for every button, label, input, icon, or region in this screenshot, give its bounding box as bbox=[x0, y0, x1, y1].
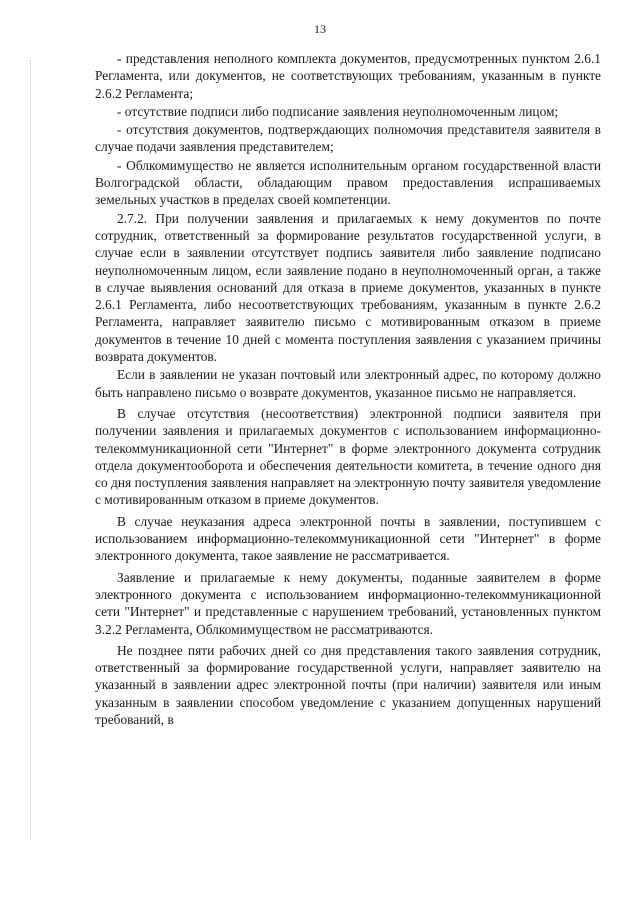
paragraph-incomplete-documents: - представления неполного комплекта документов, предусмотренных пунктом 2.6.1 Регламента, или документов, не соответствующих требованиям, указанным в пункте 2.6.2 Регламента; bbox=[95, 51, 601, 101]
paragraph-notification: Не позднее пяти рабочих дней со дня представления такого заявления сотрудник, ответственный за формирование государственной услуги, направляет заявителю на указанный в заявлении адрес электронной почты (при наличии) заявителя или иным указанным в заявлении способом уведомление с указанием допущенных нарушений требований, в bbox=[95, 642, 601, 727]
paragraph-no-address: Если в заявлении не указан почтовый или электронный адрес, по которому должно быть направлено письмо о возврате документов, указанное письмо не направляется. bbox=[95, 367, 601, 400]
paragraph-not-competent-authority: - Облкомимущество не является исполнительным органом государственной власти Волгоградской области, обладающим правом предоставления испрашиваемых земельных участков в пределах своей компетенции. bbox=[95, 157, 601, 208]
scan-edge-marks bbox=[30, 60, 33, 840]
paragraph-no-email: В случае неуказания адреса электронной почты в заявлении, поступившем с использованием информационно-телекоммуникационной сети "Интернет" в форме электронного документа, такое заявление не рассматривается. bbox=[95, 513, 601, 564]
paragraph-electronic-signature: В случае отсутствия (несоответствия) электронной подписи заявителя при получении заявления и прилагаемых документов с использованием информационно-телекоммуникационной сети "Интернет" в форме электронного документа сотрудник отдела документооборота и обеспечения деятельности комитета, в течение одного дня со дня поступления заявления направляет на электронную почту заявителя уведомление с мотивированным отказом в приеме документов. bbox=[95, 405, 601, 508]
paragraph-missing-authority-documents: - отсутствия документов, подтверждающих полномочия представителя заявителя в случае подачи заявления представителем; bbox=[95, 122, 601, 155]
paragraph-2-7-2: 2.7.2. При получении заявления и прилагаемых к нему документов по почте сотрудник, ответственный за формирование результатов государственной услуги, в случае если в заявлении отсутствует подпись заявителя либо заявление подписано неуполномоченным лицом, если заявление подано в неуполномоченный орган, а также в случае выявления оснований для отказа в приеме документов, указанных в пункте 2.6.1 Регламента, либо несоответствующих требованиям, указанным в пункте 2.6.2 Регламента, направляет заявителю письмо с мотивированным отказом в приеме документов в течение 10 дней с момента поступления заявления с указанием причины возврата документов. bbox=[95, 210, 601, 365]
page-number: 13 bbox=[314, 22, 326, 36]
paragraph-violations: Заявление и прилагаемые к нему документы, поданные заявителем в форме электронного документа с использованием информационно-телекоммуникационной сети "Интернет" и представленные с нарушением требований, установленных пунктом 3.2.2 Регламента, Облкомимуществом не рассматриваются. bbox=[95, 569, 601, 637]
document-body bbox=[95, 50, 601, 728]
paragraph-missing-signature: - отсутствие подписи либо подписание заявления неуполномоченным лицом; bbox=[117, 103, 559, 119]
